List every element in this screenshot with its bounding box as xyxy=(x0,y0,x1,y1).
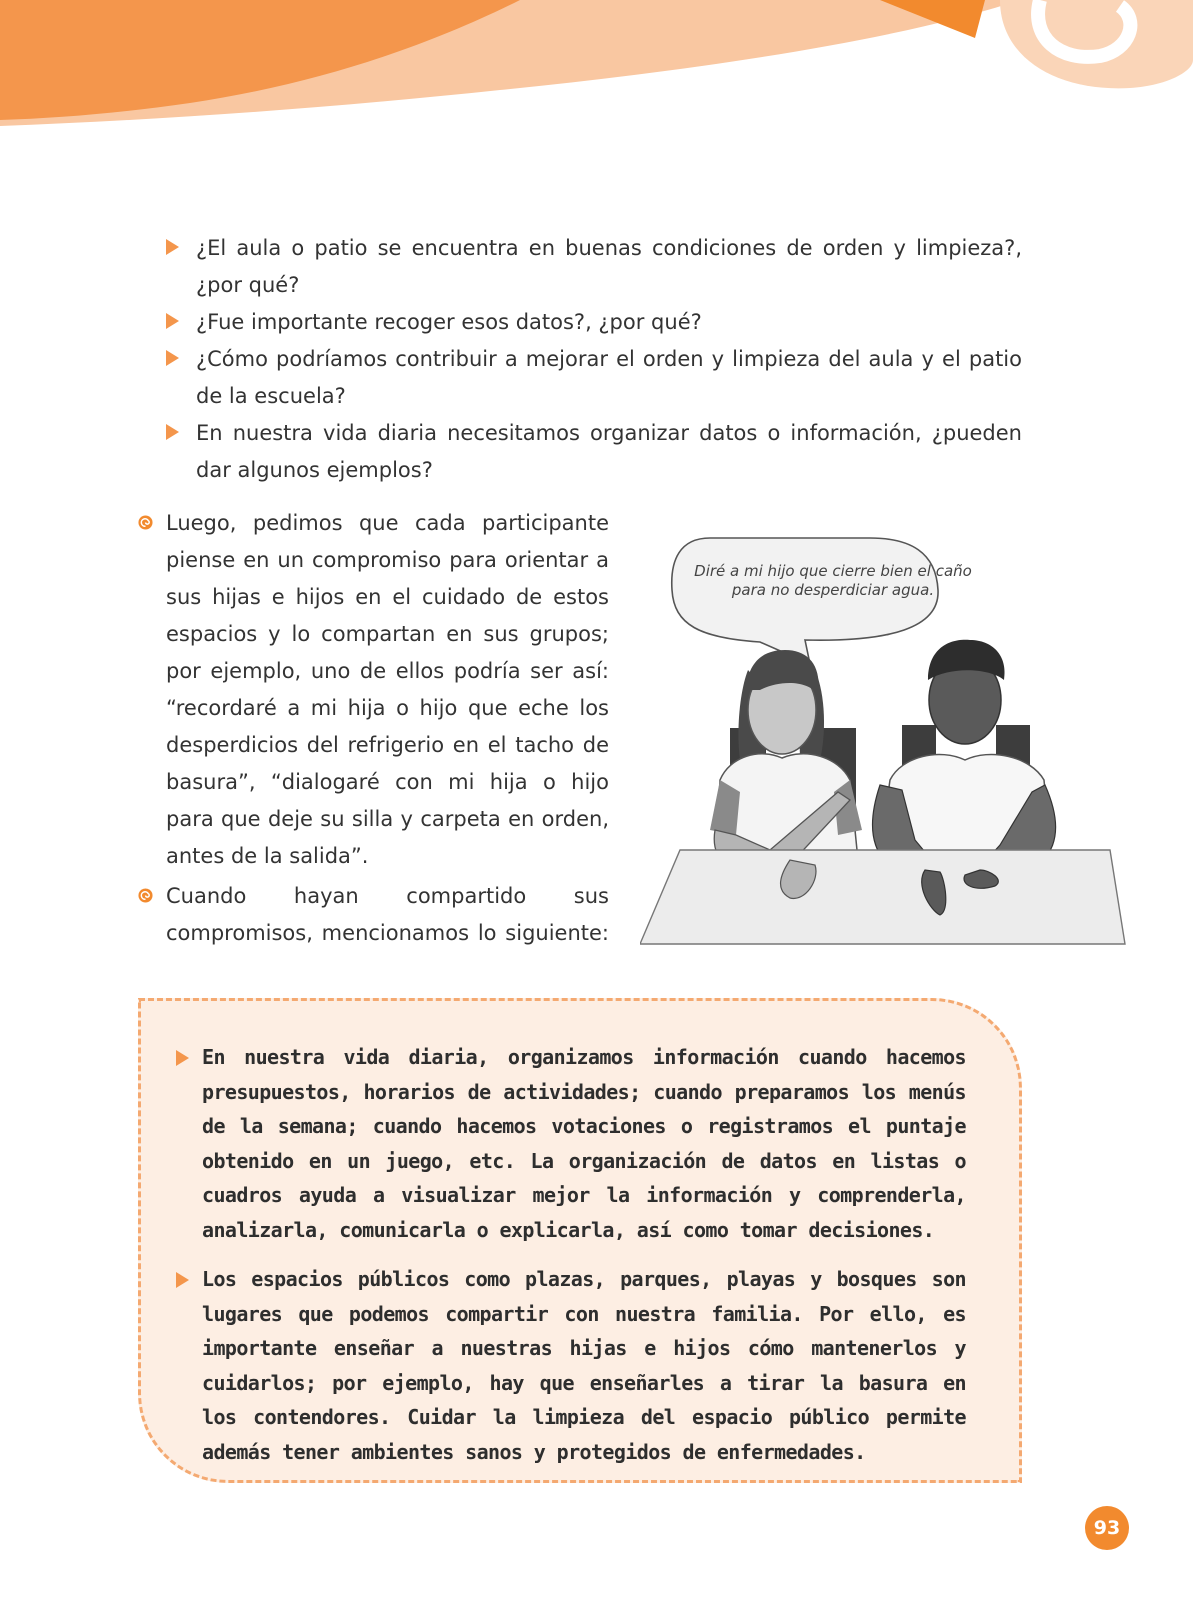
speech-bubble-text: Diré a mi hijo que cierre bien el caño para no desperdiciar agua. xyxy=(694,562,972,599)
swirl-bullet-icon xyxy=(138,888,153,903)
arrow-bullet-icon xyxy=(166,424,179,440)
instruction-paragraph-1: Luego, pedimos que cada participante piense en un compromiso para orientar a sus hijas e hijos en el cuidado de estos espacios y lo compartan en sus grupos; por ejemplo, uno de ellos podría ser así: “recordaré a mi hija o hijo que eche los desperdicios del refrigerio en el tacho de basura”, “dialogaré con mi hija o hijo para que deje su silla y carpeta en orden, antes de la salida”. xyxy=(136,505,609,875)
question-item: ¿El aula o patio se encuentra en buenas condiciones de orden y limpieza?, ¿por qué? xyxy=(166,230,1022,304)
question-item: En nuestra vida diaria necesitamos organizar datos o información, ¿pueden dar algunos ejemplos? xyxy=(166,415,1022,489)
swirl-bullet-icon xyxy=(138,515,153,530)
reflection-questions xyxy=(166,230,1022,489)
key-idea-item: En nuestra vida diaria, organizamos información cuando hacemos presupuestos, horarios de actividades; cuando preparamos los menús de la semana; cuando hacemos votaciones o registramos el puntaje obtenido en un juego, etc. La organización de datos en listas o cuadros ayuda a visualizar mejor la información y comprenderla, analizarla, comunicarla o explicarla, así como tomar decisiones. xyxy=(176,1040,966,1247)
arrow-bullet-icon xyxy=(166,350,179,366)
page-number-badge: 93 xyxy=(1085,1506,1129,1550)
arrow-bullet-icon xyxy=(176,1050,189,1066)
parents-illustration xyxy=(640,530,1150,970)
question-item: ¿Cómo podríamos contribuir a mejorar el orden y limpieza del aula y el patio de la escuela? xyxy=(166,341,1022,415)
key-idea-item: Los espacios públicos como plazas, parques, playas y bosques son lugares que podemos compartir con nuestra familia. Por ello, es importante enseñar a nuestras hijas e hijos cómo mantenerlos y cuidarlos; por ejemplo, hay que enseñarles a tirar la basura en los contendores. Cuidar la limpieza del espacio público permite además tener ambientes sanos y protegidos de enfermedades. xyxy=(176,1262,966,1469)
header-wave-decoration xyxy=(0,0,1193,180)
arrow-bullet-icon xyxy=(166,239,179,255)
key-ideas-list xyxy=(176,1040,966,1484)
arrow-bullet-icon xyxy=(176,1272,189,1288)
arrow-bullet-icon xyxy=(166,313,179,329)
question-item: ¿Fue importante recoger esos datos?, ¿por qué? xyxy=(166,304,1022,341)
instruction-paragraph-2: Cuando hayan compartido sus compromisos, mencionamos lo siguiente: xyxy=(136,878,609,952)
